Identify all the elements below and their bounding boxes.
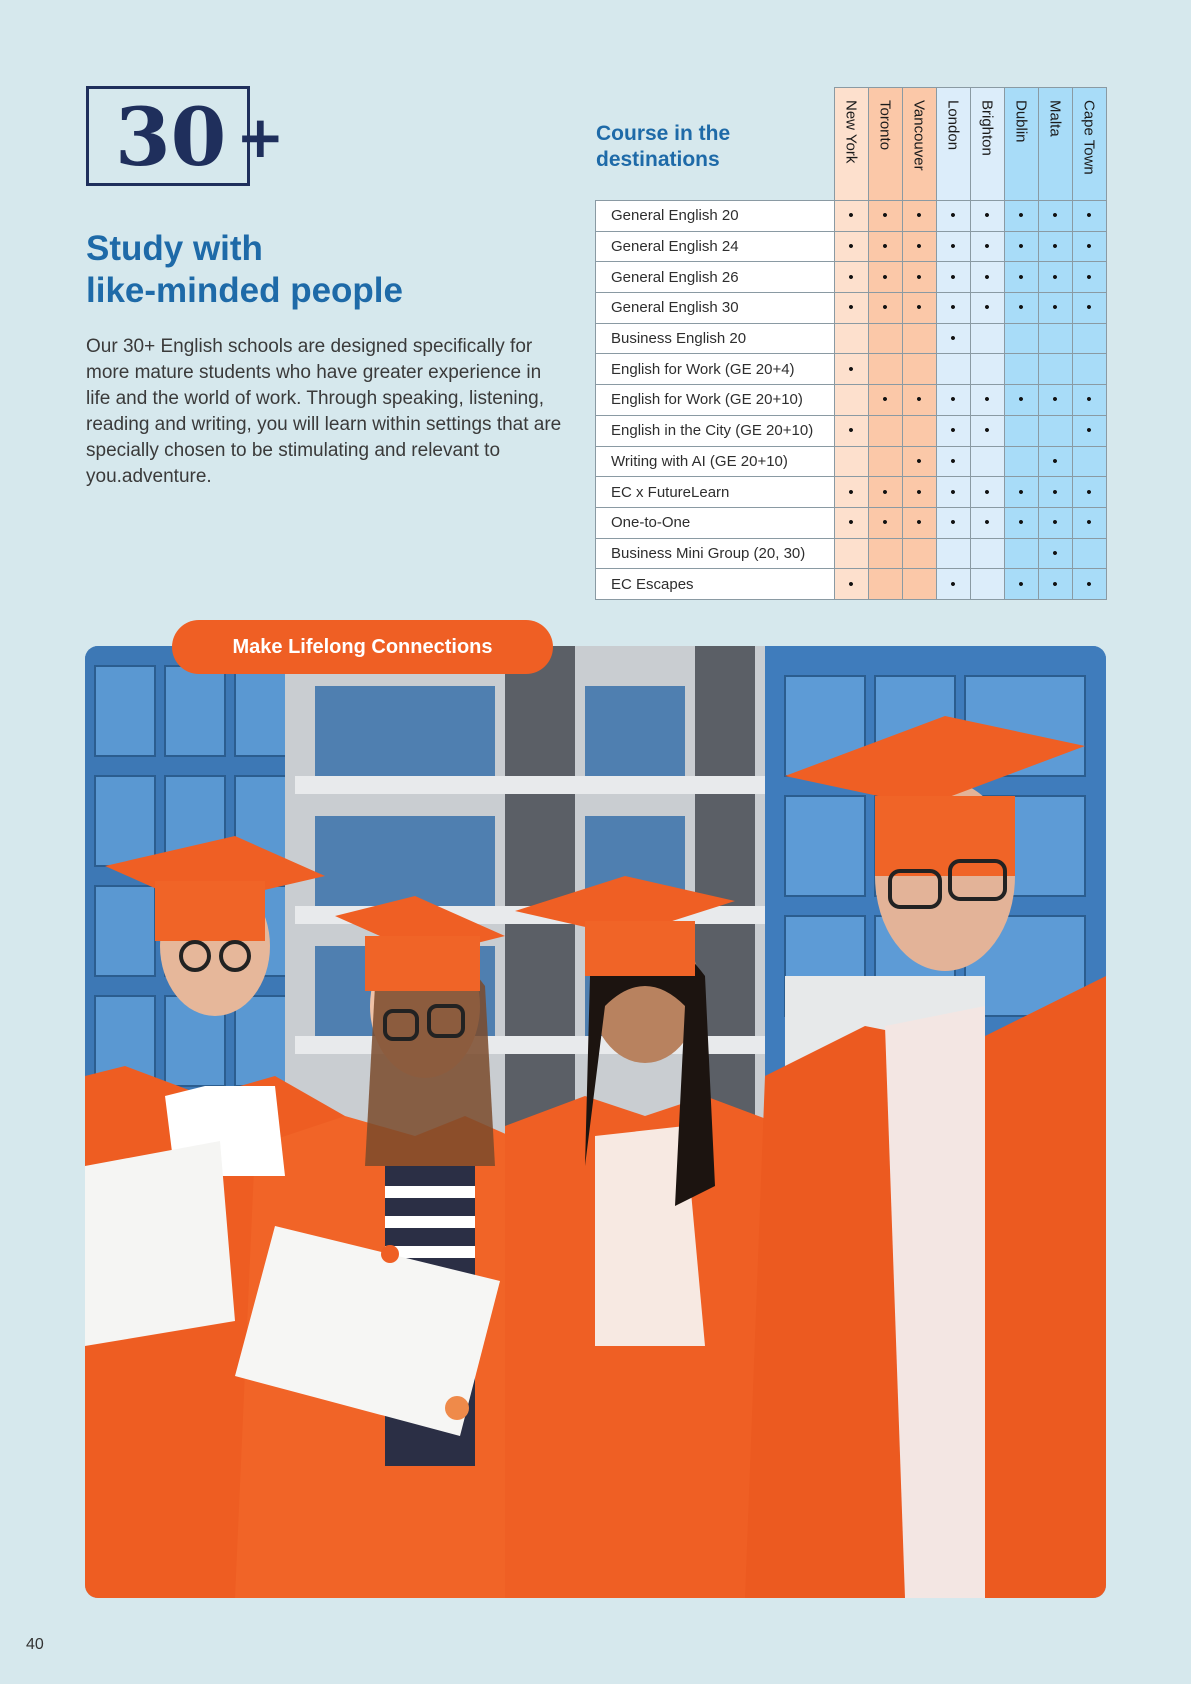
availability-cell: •: [1072, 569, 1106, 600]
availability-cell: [834, 385, 868, 416]
availability-cell: [868, 415, 902, 446]
course-name: English in the City (GE 20+10): [596, 415, 835, 446]
table-row: [596, 385, 1107, 416]
availability-cell: •: [834, 354, 868, 385]
availability-cell: •: [868, 201, 902, 232]
availability-cell: •: [1038, 201, 1072, 232]
destination-label: Malta: [1046, 100, 1064, 137]
course-name: General English 24: [596, 231, 835, 262]
table-row: [596, 323, 1107, 354]
availability-cell: •: [1004, 231, 1038, 262]
availability-cell: [1072, 354, 1106, 385]
availability-cell: •: [1004, 262, 1038, 293]
destination-label: Dublin: [1012, 100, 1030, 143]
availability-cell: •: [936, 415, 970, 446]
availability-cell: •: [834, 507, 868, 538]
availability-cell: •: [1072, 201, 1106, 232]
availability-cell: •: [902, 231, 936, 262]
table-row: [596, 415, 1107, 446]
availability-cell: •: [1038, 569, 1072, 600]
availability-cell: [970, 354, 1004, 385]
page-number: 40: [26, 1636, 44, 1653]
table-row: [596, 201, 1107, 232]
availability-cell: [902, 415, 936, 446]
availability-cell: •: [936, 477, 970, 508]
availability-cell: •: [1072, 293, 1106, 324]
course-destination-table: [595, 87, 1107, 600]
availability-cell: •: [868, 231, 902, 262]
table-row: [596, 538, 1107, 569]
availability-cell: [1004, 446, 1038, 477]
destination-header-london: [936, 88, 970, 201]
availability-cell: •: [970, 477, 1004, 508]
availability-cell: •: [868, 477, 902, 508]
availability-cell: •: [834, 231, 868, 262]
availability-cell: •: [1038, 507, 1072, 538]
availability-cell: •: [936, 507, 970, 538]
availability-cell: [868, 323, 902, 354]
availability-cell: •: [1038, 293, 1072, 324]
destination-header-row: [596, 88, 1107, 201]
availability-cell: [970, 569, 1004, 600]
availability-cell: •: [936, 446, 970, 477]
availability-cell: •: [868, 293, 902, 324]
destination-header-cape-town: [1072, 88, 1106, 201]
availability-cell: •: [936, 231, 970, 262]
table-row: [596, 262, 1107, 293]
destination-label: Toronto: [876, 100, 894, 151]
availability-cell: •: [1072, 262, 1106, 293]
availability-cell: •: [868, 262, 902, 293]
certificate-left: [85, 1141, 235, 1346]
availability-cell: [970, 538, 1004, 569]
table-row: [596, 231, 1107, 262]
availability-cell: •: [936, 323, 970, 354]
availability-cell: [970, 323, 1004, 354]
page-heading: [86, 228, 403, 312]
availability-cell: •: [1072, 231, 1106, 262]
destination-label: London: [944, 100, 962, 151]
availability-cell: •: [1038, 538, 1072, 569]
availability-cell: •: [902, 293, 936, 324]
availability-cell: •: [902, 446, 936, 477]
availability-cell: •: [970, 262, 1004, 293]
availability-cell: •: [936, 262, 970, 293]
availability-cell: [936, 354, 970, 385]
availability-cell: •: [834, 262, 868, 293]
availability-cell: [902, 569, 936, 600]
availability-cell: [834, 538, 868, 569]
availability-cell: •: [834, 569, 868, 600]
intro-paragraph: Our 30+ English schools are designed specifically for more mature students who have greater experience in life and the world of work. Through speaking, listening, reading and writing, you will learn within settings that are specially chosen to be stimulating and relevant to you.adventure.: [86, 336, 562, 487]
availability-cell: •: [970, 507, 1004, 538]
destination-label: Vancouver: [910, 100, 928, 171]
availability-cell: [1038, 354, 1072, 385]
availability-cell: [834, 446, 868, 477]
destination-header-brighton: [970, 88, 1004, 201]
table-row: [596, 293, 1107, 324]
availability-cell: •: [1072, 507, 1106, 538]
header-spacer: [596, 88, 835, 201]
heading-line-2: like-minded people: [86, 271, 403, 310]
course-rows: [596, 201, 1107, 600]
course-name: English for Work (GE 20+10): [596, 385, 835, 416]
availability-cell: •: [936, 569, 970, 600]
course-name: EC Escapes: [596, 569, 835, 600]
heading-line-1: Study with: [86, 229, 263, 268]
availability-cell: [970, 446, 1004, 477]
availability-cell: [1004, 415, 1038, 446]
availability-cell: •: [868, 507, 902, 538]
availability-cell: •: [902, 507, 936, 538]
availability-cell: •: [834, 201, 868, 232]
availability-cell: •: [1004, 201, 1038, 232]
destination-header-dublin: [1004, 88, 1038, 201]
course-name: EC x FutureLearn: [596, 477, 835, 508]
destination-label: Cape Town: [1080, 100, 1098, 175]
availability-cell: [1072, 538, 1106, 569]
availability-cell: •: [902, 201, 936, 232]
course-name: Business Mini Group (20, 30): [596, 538, 835, 569]
availability-cell: •: [834, 293, 868, 324]
availability-cell: •: [834, 415, 868, 446]
logo-number: 30: [115, 90, 227, 184]
table-row: [596, 477, 1107, 508]
availability-cell: [1004, 538, 1038, 569]
destination-header-malta: [1038, 88, 1072, 201]
availability-cell: [902, 323, 936, 354]
graduation-photo: [85, 646, 1106, 1598]
availability-cell: •: [902, 262, 936, 293]
course-title-line-1: Course in the: [596, 122, 731, 145]
availability-cell: [1072, 323, 1106, 354]
availability-cell: •: [936, 385, 970, 416]
course-name: Writing with AI (GE 20+10): [596, 446, 835, 477]
availability-cell: [1038, 415, 1072, 446]
availability-cell: •: [970, 293, 1004, 324]
availability-cell: [868, 569, 902, 600]
availability-cell: [1072, 446, 1106, 477]
availability-cell: •: [970, 231, 1004, 262]
availability-cell: •: [902, 385, 936, 416]
availability-cell: [1004, 354, 1038, 385]
availability-cell: •: [1004, 569, 1038, 600]
course-name: One-to-One: [596, 507, 835, 538]
availability-cell: •: [1038, 385, 1072, 416]
availability-cell: [902, 538, 936, 569]
availability-cell: •: [970, 415, 1004, 446]
availability-cell: [1004, 323, 1038, 354]
availability-cell: •: [1038, 477, 1072, 508]
availability-cell: •: [868, 385, 902, 416]
course-name: General English 20: [596, 201, 835, 232]
availability-cell: [902, 354, 936, 385]
availability-cell: •: [1004, 507, 1038, 538]
availability-cell: •: [1038, 446, 1072, 477]
graduation-photo-illustration: [85, 646, 1106, 1598]
availability-cell: •: [936, 293, 970, 324]
availability-cell: •: [1072, 415, 1106, 446]
availability-cell: [868, 538, 902, 569]
availability-cell: •: [1038, 231, 1072, 262]
course-title-line-2: destinations: [596, 148, 720, 171]
table-row: [596, 446, 1107, 477]
destination-label: Brighton: [978, 100, 996, 156]
availability-cell: •: [936, 201, 970, 232]
availability-cell: •: [902, 477, 936, 508]
course-name: General English 30: [596, 293, 835, 324]
logo-plus: +: [236, 103, 285, 171]
availability-cell: [834, 323, 868, 354]
destination-header-new-york: [834, 88, 868, 201]
availability-cell: •: [970, 201, 1004, 232]
availability-cell: •: [1072, 385, 1106, 416]
availability-cell: •: [1004, 385, 1038, 416]
availability-cell: •: [1038, 262, 1072, 293]
connections-banner: Make Lifelong Connections: [172, 620, 553, 674]
destination-label: New York: [842, 100, 860, 164]
table-row: [596, 507, 1107, 538]
availability-cell: •: [970, 385, 1004, 416]
course-name: Business English 20: [596, 323, 835, 354]
availability-cell: •: [1072, 477, 1106, 508]
destination-header-vancouver: [902, 88, 936, 201]
course-name: General English 26: [596, 262, 835, 293]
destination-header-toronto: [868, 88, 902, 201]
table-row: [596, 569, 1107, 600]
table-row: [596, 354, 1107, 385]
availability-cell: [868, 446, 902, 477]
availability-cell: •: [1004, 293, 1038, 324]
availability-cell: [1038, 323, 1072, 354]
availability-cell: •: [1004, 477, 1038, 508]
course-name: English for Work (GE 20+4): [596, 354, 835, 385]
availability-cell: [868, 354, 902, 385]
availability-cell: •: [834, 477, 868, 508]
availability-cell: [936, 538, 970, 569]
